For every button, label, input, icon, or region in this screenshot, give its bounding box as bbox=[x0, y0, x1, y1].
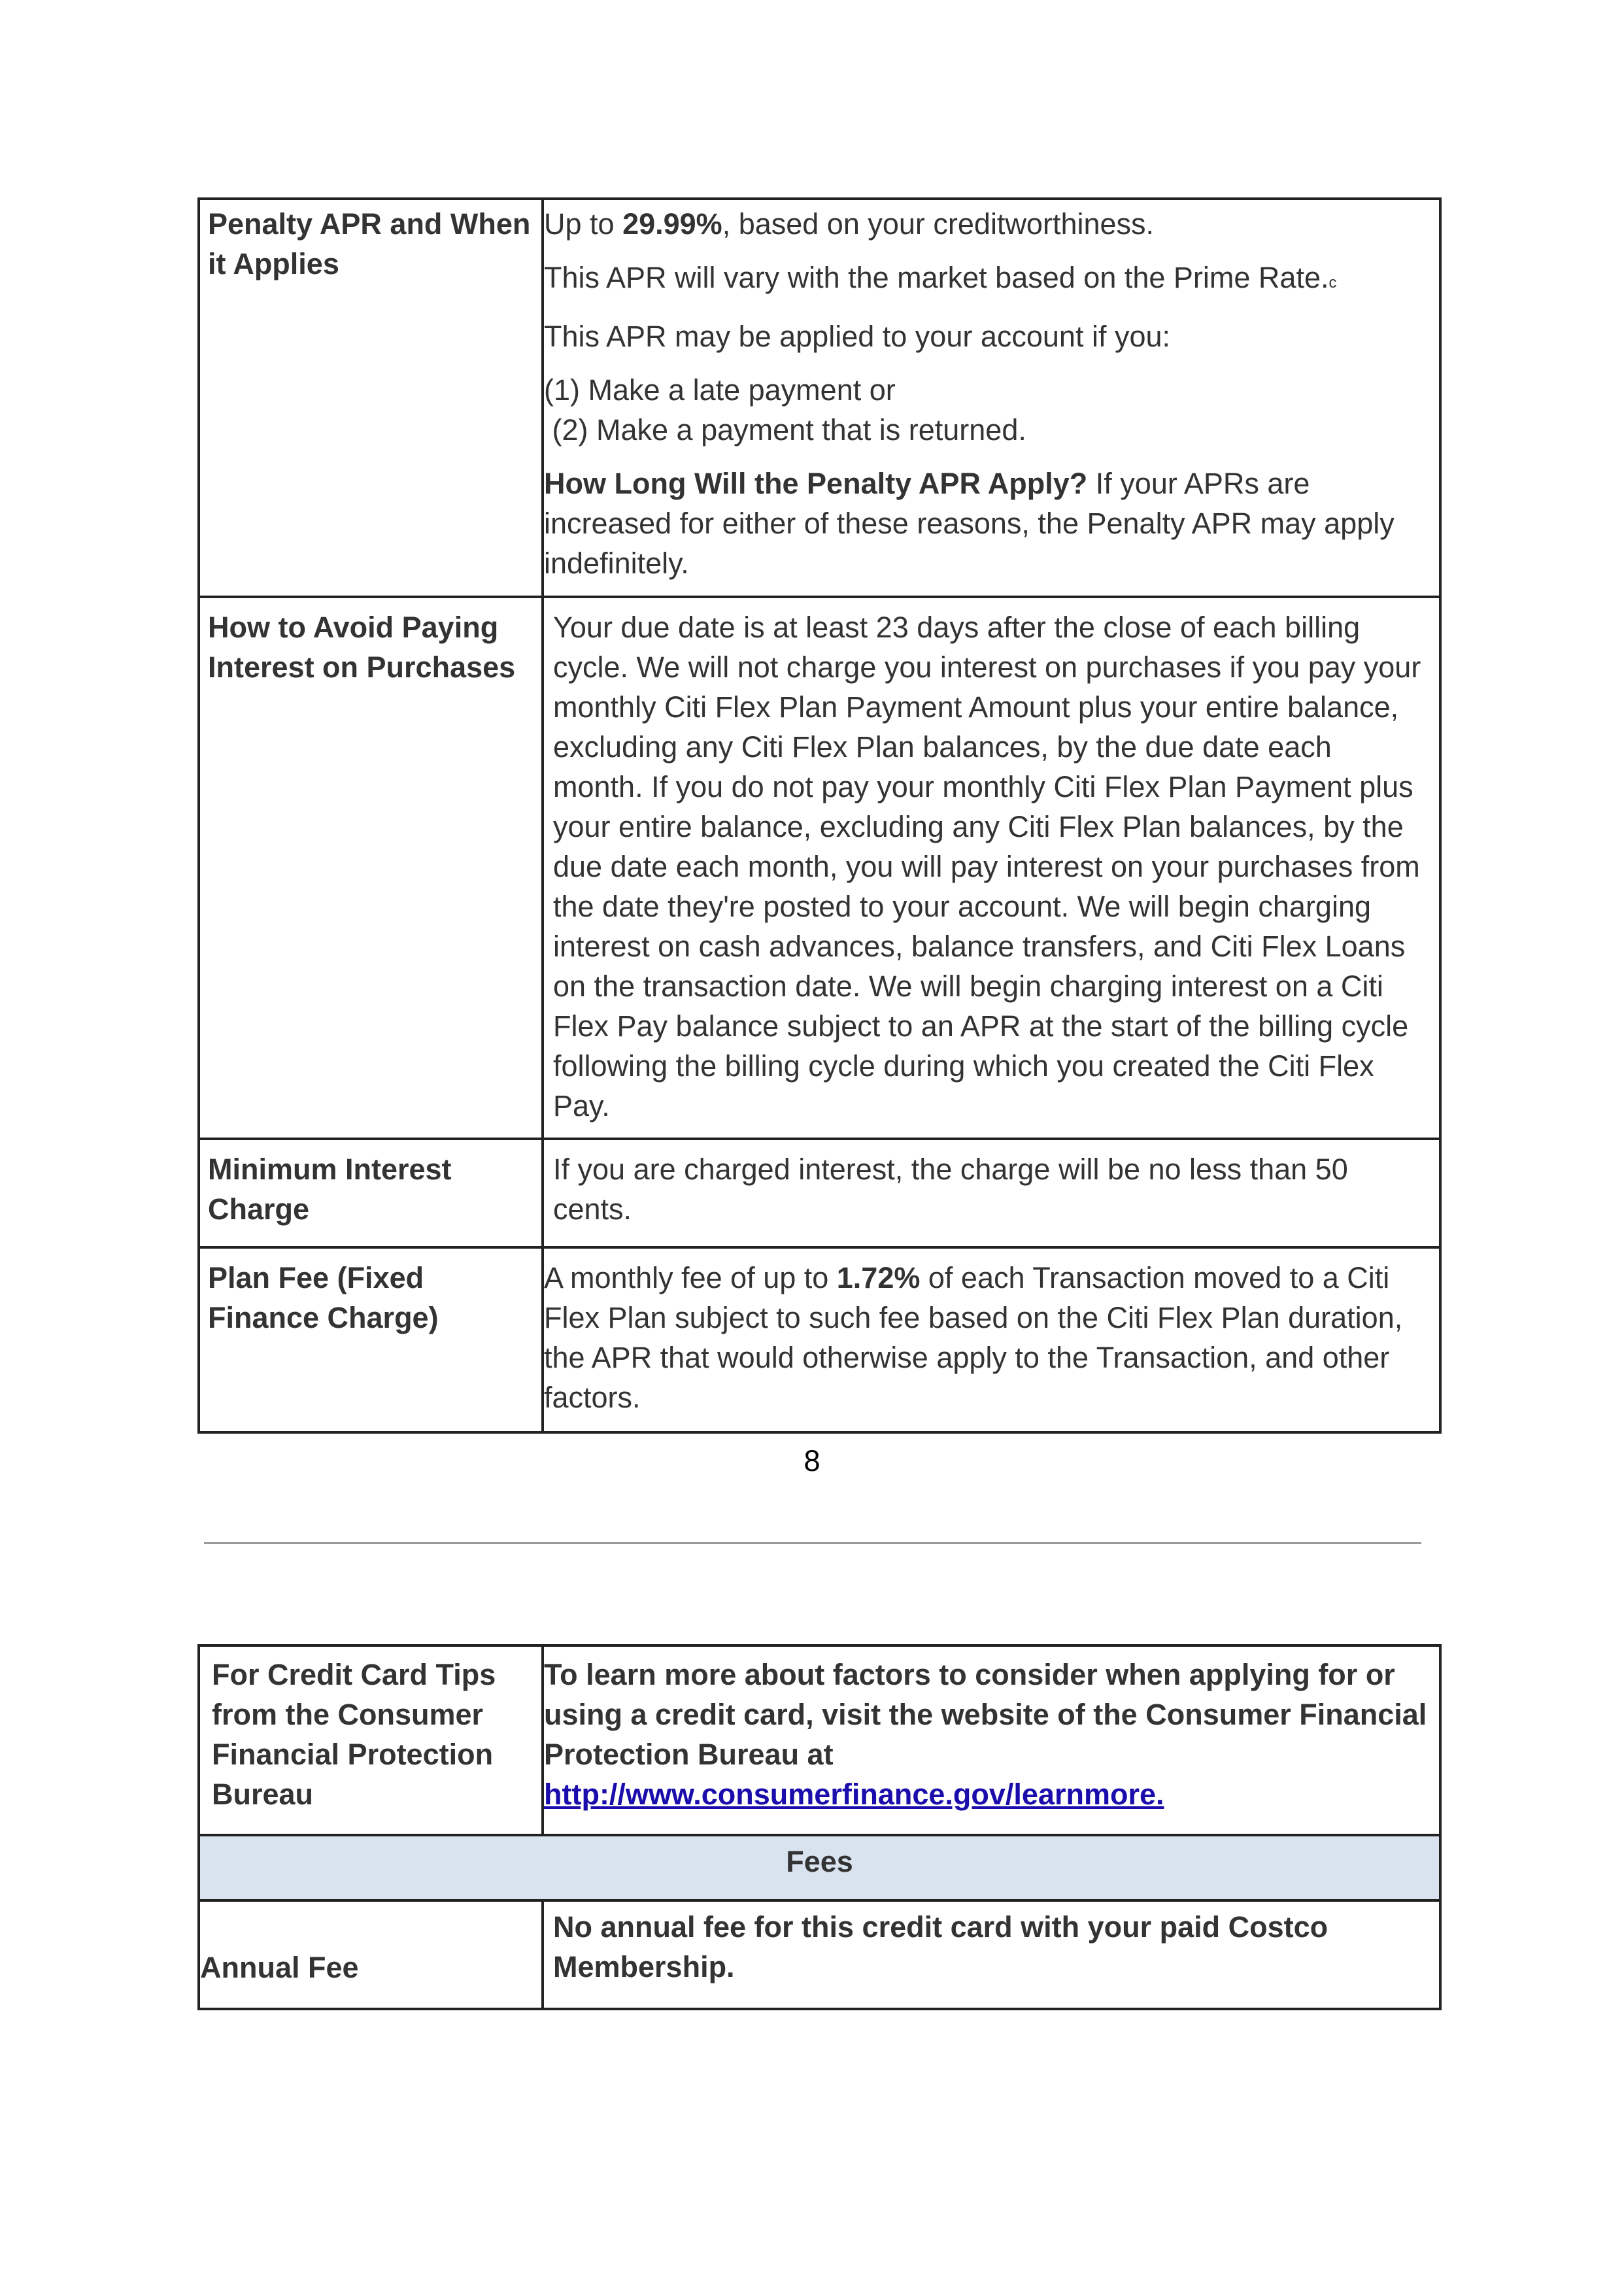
table-row bbox=[199, 597, 1440, 1139]
penalty-apr-condition-2: (2) Make a payment that is returned. bbox=[544, 413, 1026, 447]
page-number: 8 bbox=[804, 1444, 820, 1477]
row-label-cell bbox=[199, 1139, 543, 1247]
avoid-interest-text: Your due date is at least 23 days after the close of each billing cycle. We will not charge you interest on purchases if you pay your monthly Citi Flex Plan Payment Amount plus your entire balance, excluding any Citi Flex Plan balances, by the due date each month. If you do not pay your monthly Citi Flex Plan Payment plus your entire balance, excluding any Citi Flex Plan balances, by the due date each month, you will pay interest on your purchases from the date they're posted to your account. We will begin charging interest on cash advances, balance transfers, and Citi Flex Loans on the transaction date. We will begin charging interest on a Citi Flex Pay balance subject to an APR at the start of the billing cycle following the billing cycle during which you created the Citi Flex Pay. bbox=[553, 611, 1421, 1122]
table-row bbox=[199, 1645, 1440, 1835]
fees-header bbox=[199, 1835, 1440, 1900]
penalty-apr-conditions-intro: This APR may be applied to your account if you: bbox=[544, 320, 1171, 353]
table-row bbox=[199, 1900, 1440, 2009]
penalty-apr-prime-note: This APR will vary with the market based on the Prime Rate.c bbox=[544, 261, 1337, 294]
table-row bbox=[199, 1247, 1440, 1432]
row-label-cell bbox=[199, 199, 543, 597]
cfpb-link[interactable]: http://www.consumerfinance.gov/learnmore. bbox=[544, 1778, 1164, 1811]
row-label-cell bbox=[199, 1900, 543, 2009]
avoid-interest-label: How to Avoid Paying Interest on Purchases bbox=[208, 611, 516, 684]
row-content-cell bbox=[543, 597, 1440, 1139]
min-interest-text: If you are charged interest, the charge will be no less than 50 cents. bbox=[553, 1153, 1348, 1226]
terms-table-bottom bbox=[197, 1644, 1442, 2010]
table-row bbox=[199, 199, 1440, 597]
penalty-apr-label: Penalty APR and When it Applies bbox=[208, 207, 531, 280]
row-content-cell bbox=[543, 1247, 1440, 1432]
row-content-cell bbox=[543, 199, 1440, 597]
plan-fee-text: A monthly fee of up to 1.72% of each Transaction moved to a Citi Flex Plan subject to such fee based on the Citi Flex Plan duration, the APR that would otherwise apply to the Transaction, and other factors. bbox=[544, 1261, 1403, 1414]
row-label-cell bbox=[199, 1645, 543, 1835]
penalty-apr-condition-1: (1) Make a late payment or bbox=[544, 373, 896, 407]
plan-fee-label: Plan Fee (Fixed Finance Charge) bbox=[208, 1261, 439, 1334]
annual-fee-text: No annual fee for this credit card with your paid Costco Membership. bbox=[553, 1910, 1328, 1983]
row-content-cell bbox=[543, 1900, 1440, 2009]
row-label-cell bbox=[199, 1247, 543, 1432]
table-row bbox=[199, 1139, 1440, 1247]
row-label-cell bbox=[199, 597, 543, 1139]
row-content-cell bbox=[543, 1139, 1440, 1247]
fees-header-row bbox=[199, 1835, 1440, 1900]
fees-header-text: Fees bbox=[786, 1845, 853, 1878]
penalty-apr-content bbox=[544, 204, 1427, 583]
min-interest-label: Minimum Interest Charge bbox=[208, 1153, 452, 1226]
penalty-apr-duration: How Long Will the Penalty APR Apply? If your APRs are increased for either of these reasons, the Penalty APR may apply indefinitely. bbox=[544, 467, 1395, 580]
annual-fee-label: Annual Fee bbox=[200, 1951, 359, 1984]
cfpb-label: For Credit Card Tips from the Consumer Financial Protection Bureau bbox=[212, 1658, 496, 1811]
footnote-marker: c bbox=[1328, 274, 1337, 292]
cfpb-text: To learn more about factors to consider when applying for or using a credit card, visit the website of the Consumer Financial Protection Bureau at http://www.consumerfinance.gov/learnmore. bbox=[544, 1658, 1427, 1811]
penalty-apr-rate: Up to 29.99%, based on your creditworthiness. bbox=[544, 207, 1155, 241]
page-divider bbox=[204, 1542, 1421, 1544]
row-content-cell bbox=[543, 1645, 1440, 1835]
terms-table-top bbox=[197, 197, 1442, 1434]
